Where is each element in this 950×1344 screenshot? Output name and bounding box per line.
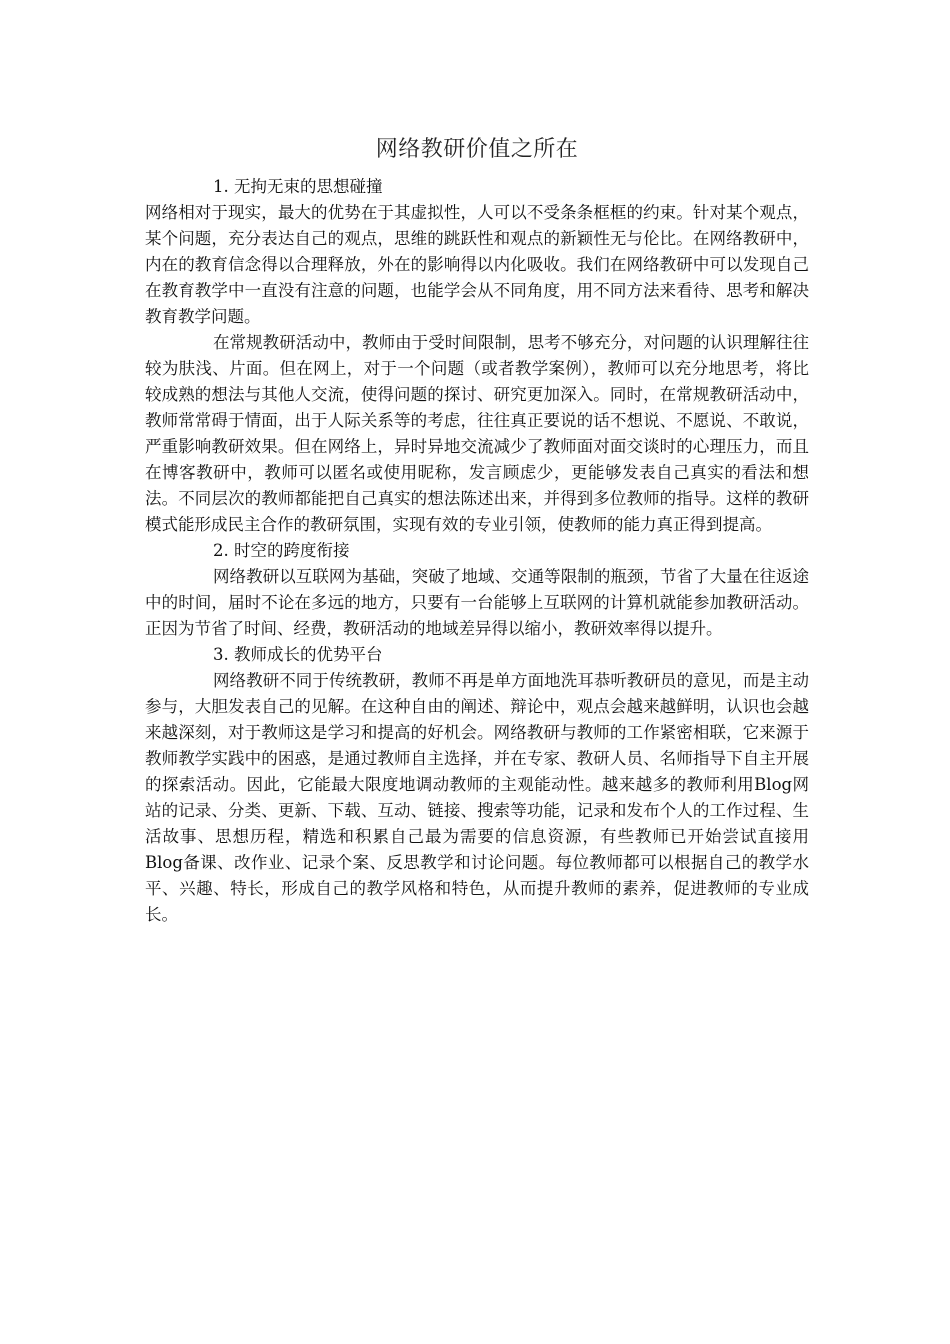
- section-heading-3: 3. 教师成长的优势平台: [213, 645, 383, 664]
- section-1-paragraph-1: 网络相对于现实，最大的优势在于其虚拟性，人可以不受条条框框的约束。针对某个观点，某个问题，充分表达自己的观点，思维的跳跃性和观点的新颖性无与伦比。在网络教研中，内在的教育信念得以合理释放，外在的影响得以内化吸收。我们在网络教研中可以发现自己在教育教学中一直没有注意的问题，也能学会从不同角度，用不同方法来看待、思考和解决教育教学问题。: [145, 203, 809, 326]
- section-3-paragraph-1: 网络教研不同于传统教研，教师不再是单方面地洗耳恭听教研员的意见，而是主动参与，大胆发表自己的见解。在这种自由的阐述、辩论中，观点会越来越鲜明，认识也会越来越深刻，对于教师这是学习和提高的好机会。网络教研与教师的工作紧密相联，它来源于教师教学实践中的困惑，是通过教师自主选择，并在专家、教研人员、名师指导下自主开展的探索活动。因此，它能最大限度地调动教师的主观能动性。越来越多的教师利用Blog网站的记录、分类、更新、下载、互动、链接、搜索等功能，记录和发布个人的工作过程、生活故事、思想历程，精选和积累自己最为需要的信息资源，有些教师已开始尝试直接用Blog备课、改作业、记录个案、反思教学和讨论问题。每位教师都可以根据自己的教学水平、兴趣、特长，形成自己的教学风格和特色，从而提升教师的素养，促进教师的专业成长。: [145, 671, 809, 924]
- section-heading-2: 2. 时空的跨度衔接: [213, 541, 350, 560]
- section-1-paragraph-2: 在常规教研活动中，教师由于受时间限制，思考不够充分，对问题的认识理解往往较为肤浅、片面。但在网上，对于一个问题（或者教学案例），教师可以充分地思考，将比较成熟的想法与其他人交流，使得问题的探讨、研究更加深入。同时，在常规教研活动中，教师常常碍于情面，出于人际关系等的考虑，往往真正要说的话不想说、不愿说、不敢说，严重影响教研效果。但在网络上，异时异地交流减少了教师面对面交谈时的心理压力，而且在博客教研中，教师可以匿名或使用昵称，发言顾虑少，更能够发表自己真实的看法和想法。不同层次的教师都能把自己真实的想法陈述出来，并得到多位教师的指导。这样的教研模式能形成民主合作的教研氛围，实现有效的专业引领，使教师的能力真正得到提高。: [145, 333, 809, 534]
- section-heading-1: 1. 无拘无束的思想碰撞: [213, 177, 383, 196]
- document-title: 网络教研价值之所在: [375, 137, 579, 162]
- section-2-paragraph-1: 网络教研以互联网为基础，突破了地域、交通等限制的瓶颈，节省了大量在往返途中的时间，届时不论在多远的地方，只要有一台能够上互联网的计算机就能参加教研活动。正因为节省了时间、经费，教研活动的地域差异得以缩小，教研效率得以提升。: [145, 567, 809, 638]
- document-body: [145, 130, 809, 928]
